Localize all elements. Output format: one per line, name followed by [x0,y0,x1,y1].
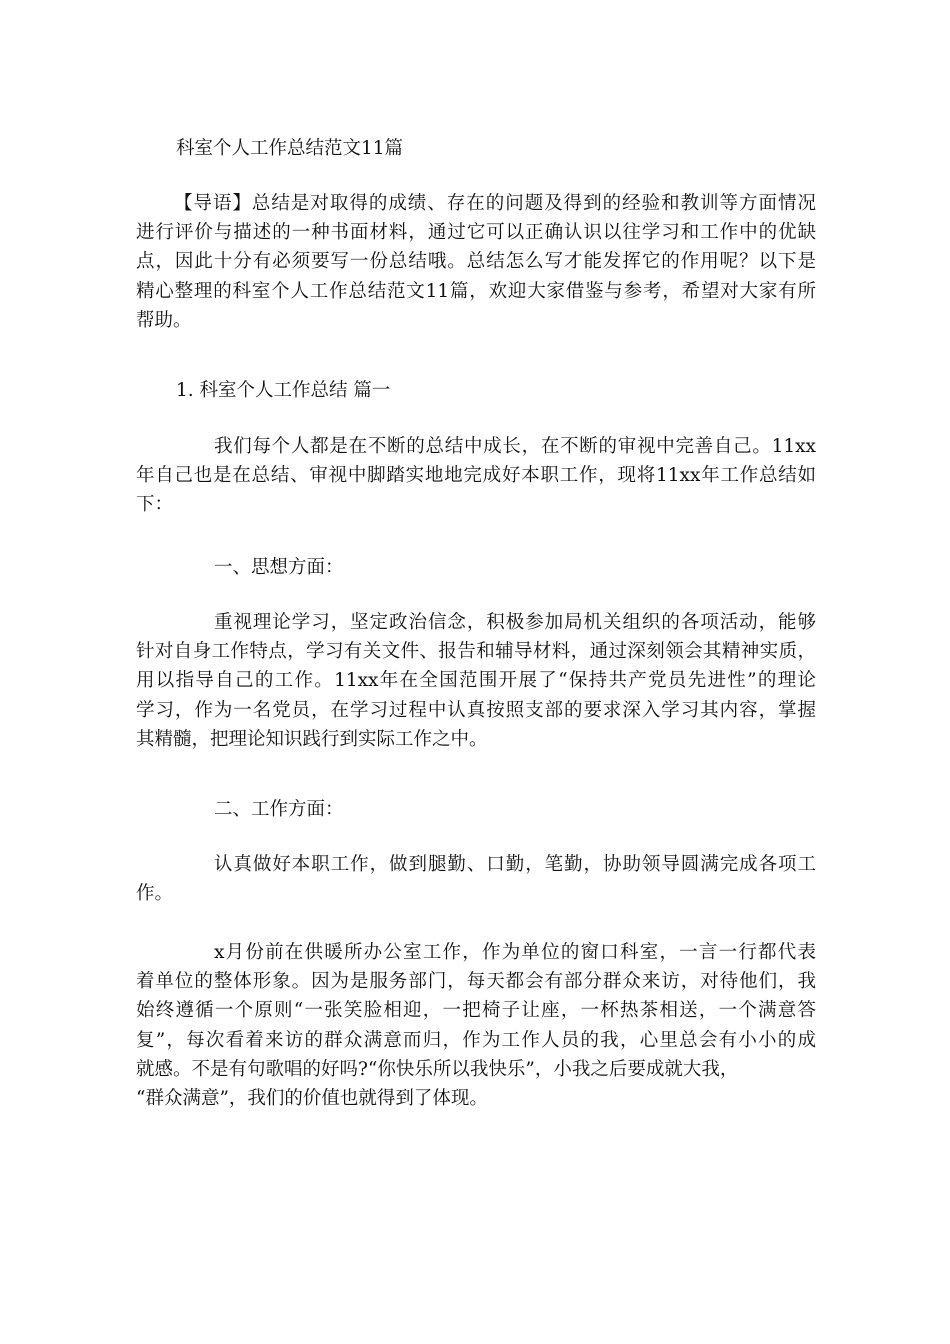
intro-paragraph [136,189,816,335]
paragraph-2 [136,608,816,754]
intro-line: 进行评价与描述的一种书面材料，通过它可以正确认识以往学习和工作中的优缺 [136,222,816,244]
paragraph-line: 认真做好本职工作，做到腿勤、口勤，笔勤，协助领导圆满完成各项工 [214,854,816,875]
paragraph-line: 年自己也是在总结、审视中脚踏实地地完成好本职工作，现将11xx年工作总结如 [136,465,816,487]
paragraph-line: 其精髓，把理论知识践行到实际工作之中。 [136,728,488,750]
intro-line: 点，因此十分有必须要写一份总结哦。总结怎么写才能发挥它的作用呢？以下是 [136,251,816,273]
paragraph-line: “群众满意”，我们的价值也就得到了体现。 [136,1087,488,1109]
subsection-heading: 一、思想方面： [214,557,344,578]
paragraph-1 [136,432,816,520]
paragraph-line: 着单位的整体形象。因为是服务部门，每天都会有部分群众来访，对待他们，我 [136,971,816,993]
paragraph-line: 作。 [136,883,174,905]
paragraph-line: 就感。不是有句歌唱的好吗?“你快乐所以我快乐”，小我之后要成就大我， [136,1058,739,1080]
paragraph-line: 重视理论学习，坚定政治信念，积极参加局机关组织的各项活动，能够 [214,612,816,633]
paragraph-4 [136,938,816,1113]
paragraph-line: 始终遵循一个原则“一张笑脸相迎，一把椅子让座，一杯热茶相送，一个满意答 [136,1000,816,1022]
paragraph-3 [136,850,816,908]
section-heading: 1. 科室个人工作总结 篇一 [176,380,391,401]
paragraph-line: 学习，作为一名党员，在学习过程中认真按照支部的要求深入学习其内容，掌握 [136,699,816,721]
paragraph-line: 用以指导自己的工作。11xx年在全国范围开展了“保持共产党员先进性”的理论 [136,670,816,692]
paragraph-line: 针对自身工作特点，学习有关文件、报告和辅导材料，通过深刻领会其精神实质， [136,641,816,663]
paragraph-line: 我们每个人都是在不断的总结中成长，在不断的审视中完善自己。11xx [214,436,816,457]
document-title: 科室个人工作总结范文11篇 [176,138,404,159]
intro-line: 精心整理的科室个人工作总结范文11篇，欢迎大家借鉴与参考，希望对大家有所 [136,280,816,302]
paragraph-line: 下： [136,494,174,516]
paragraph-line: 复”，每次看着来访的群众满意而归，作为工作人员的我，心里总会有小小的成 [136,1029,816,1051]
paragraph-line: x月份前在供暖所办公室工作，作为单位的窗口科室，一言一行都代表 [214,942,816,963]
subsection-heading: 二、工作方面： [214,799,344,820]
intro-line: 【导语】总结是对取得的成绩、存在的问题及得到的经验和教训等方面情况 [174,193,816,214]
intro-line: 帮助。 [136,309,192,331]
